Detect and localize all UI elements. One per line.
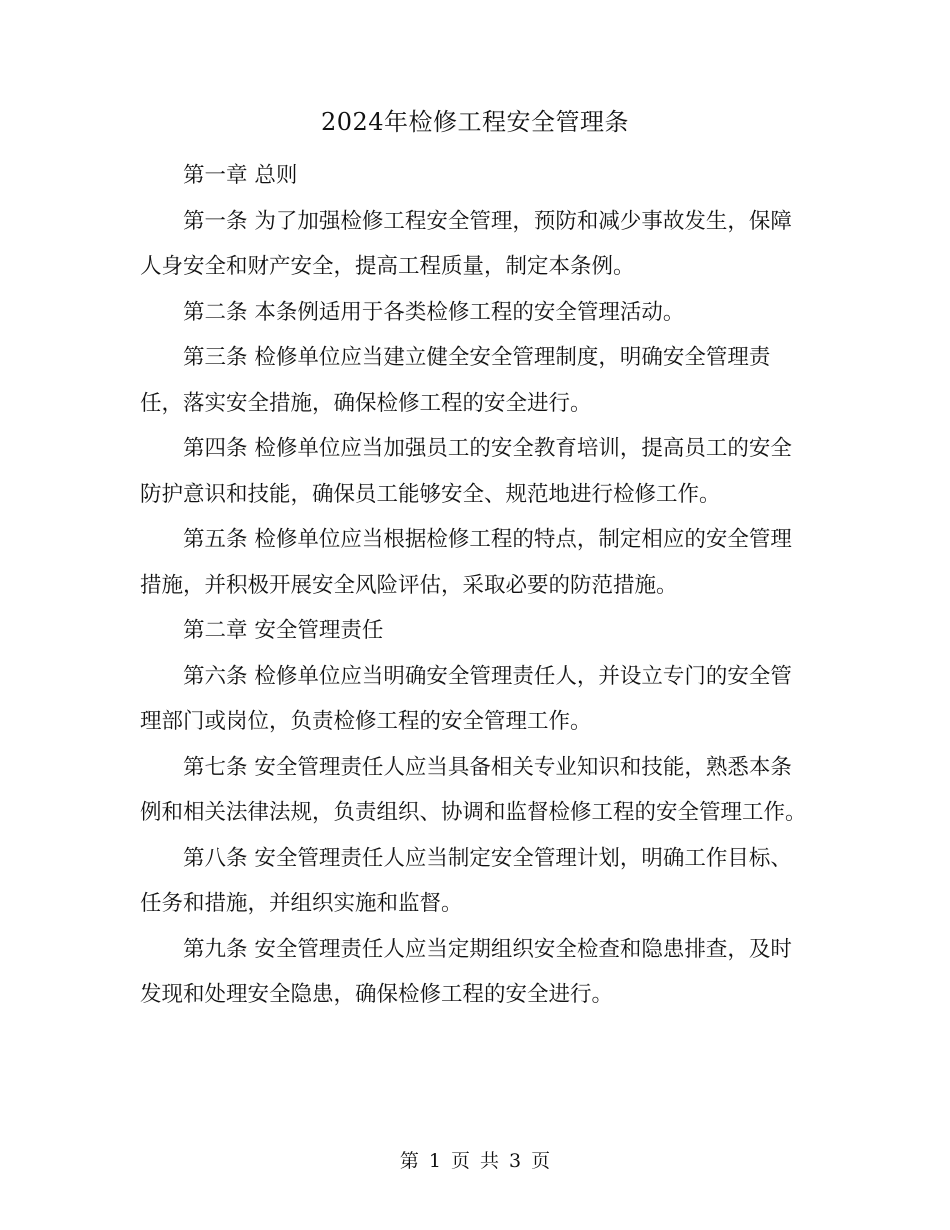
article-8: 第八条 安全管理责任人应当制定安全管理计划，明确工作目标、任务和措施，并组织实施和监督。 bbox=[140, 845, 792, 916]
article-2: 第二条 本条例适用于各类检修工程的安全管理活动。 bbox=[183, 299, 685, 325]
document-title: 2024年检修工程安全管理条 bbox=[320, 108, 630, 136]
page-number-footer: 第 1 页 共 3 页 bbox=[399, 1150, 551, 1172]
article-6: 第六条 检修单位应当明确安全管理责任人，并设立专门的安全管理部门或岗位，负责检修工程的安全管理工作。 bbox=[140, 663, 792, 734]
article-1: 第一条 为了加强检修工程安全管理，预防和减少事故发生，保障人身安全和财产安全，提高工程质量，制定本条例。 bbox=[140, 208, 792, 279]
chapter-heading-2: 第二章 安全管理责任 bbox=[183, 618, 384, 643]
chapter-heading-1: 第一章 总则 bbox=[183, 163, 298, 188]
article-7: 第七条 安全管理责任人应当具备相关专业知识和技能，熟悉本条例和相关法律法规，负责组织、协调和监督检修工程的安全管理工作。 bbox=[140, 754, 807, 825]
article-9: 第九条 安全管理责任人应当定期组织安全检查和隐患排查，及时发现和处理安全隐患，确保检修工程的安全进行。 bbox=[140, 936, 792, 1007]
article-5: 第五条 检修单位应当根据检修工程的特点，制定相应的安全管理措施，并积极开展安全风险评估，采取必要的防范措施。 bbox=[140, 527, 792, 598]
article-4: 第四条 检修单位应当加强员工的安全教育培训，提高员工的安全防护意识和技能，确保员工能够安全、规范地进行检修工作。 bbox=[140, 436, 792, 507]
document-body bbox=[140, 153, 812, 1018]
article-3: 第三条 检修单位应当建立健全安全管理制度，明确安全管理责任，落实安全措施，确保检修工程的安全进行。 bbox=[140, 345, 771, 416]
